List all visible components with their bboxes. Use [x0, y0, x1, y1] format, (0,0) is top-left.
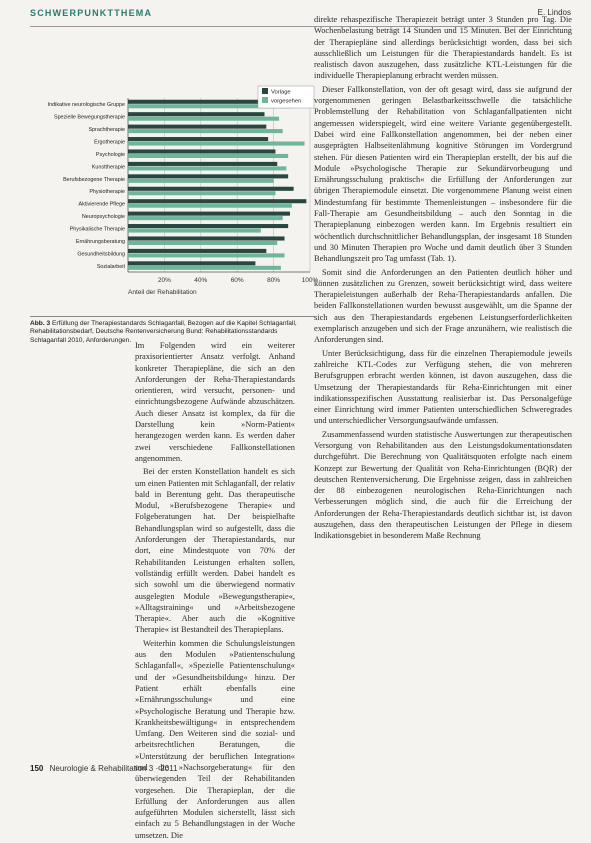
bar: [128, 142, 305, 146]
bar: [128, 253, 285, 257]
page-footer: [30, 764, 178, 773]
category-label: Physiotherapie: [89, 189, 125, 196]
category-label: Gesundheitsbildung: [77, 251, 125, 258]
bar: [128, 266, 281, 270]
category-label: Kunsttherapie: [91, 164, 125, 171]
right-column: [314, 14, 572, 544]
bar: [128, 125, 266, 129]
bar: [128, 261, 255, 265]
paragraph: Bei der ersten Konstellation handelt es sich um einen Patienten mit Schlaganfall, der relativ bald in Berentung geht. Das therapeutische Modul, »Berufsbezogene Therapie« und Folgeberatungen hat. Der beispielhafte Behandlungsplan wird so aufgestellt, dass die Anforderungen der Therapiestandards, nur dort, eine Mindestquote von 70% der Rehabilitanden Leistungen erhalten sollen, vollständig erfüllt werden. Dabei handelt es sich sowohl um die überwiegend normativ ausgelegten Module »Bewegungstherapie«, »Alltagstraining« und »Arbeitsbezogene Therapie«. Aber auch die »Kognitive Therapie« ist Bestandteil des Therapieplans.: [135, 467, 295, 635]
author-name: E. Lindos: [537, 8, 571, 17]
x-axis-label: Anteil der Rehabilitation: [128, 289, 197, 296]
bar: [128, 229, 261, 233]
x-tick-label: 60%: [230, 277, 244, 284]
x-tick-label: 40%: [194, 277, 208, 284]
paragraph: Weiterhin kommen die Schulungsleistungen aus den Modulen »Patientenschulung Schlaganfall«, »Spezielle Patientenschulung« und der »Gesundheitsbildung« hinzu. Der Patient erhält ebenfalls eine »Ernährungsschulung« und eine »Psychologische Beratung und Therapie bzw. Krankheitsbewältigung« in entsprechendem Umfang. Den Weiteren sind die sozial- und arbeitsrechtlichen Beratungen, die »Unterstützung der beruflichen Integration« und die »Nachsorgeberatung« für den überwiegenden Teil der Rehabilitanden vorgesehen. Die Therapieplan, der die Erfüllung der Anforderungen aus allen aufgeführten Modulen sicherstellt, lässt sich einfach zu 5 Behandlungstagen in der Woche umsetzen. Die: [135, 638, 295, 840]
caption-label: Abb. 3: [30, 320, 51, 327]
caption-rule: [30, 316, 315, 317]
bar: [128, 112, 265, 116]
paragraph: Unter Berücksichtigung, dass für die einzelnen Therapiemodule jeweils zahlreiche KTL-Codes zur Verfügung stehen, die von mehreren Berufsgruppen erbracht werden können, ist davon auszugehen, dass die Umsetzung der Therapiestandards für Reha-Einrichtungen mit einer indikationsspezifischen Ausstattung realisierbar ist. Das Personalgefüge einer Einrichtung wird immer Patienten unterschiedlichen Schweregrades und unterschiedlicher Versorgungsaufwände umfassen.: [314, 348, 572, 426]
legend-swatch: [262, 97, 268, 103]
x-tick-label: 20%: [157, 277, 171, 284]
x-tick-label: 80%: [267, 277, 281, 284]
category-label: Aktivierende Pflege: [78, 201, 125, 208]
bar-chart-svg: [30, 82, 320, 318]
bar: [128, 216, 283, 220]
page-number: 150: [30, 764, 44, 773]
bar: [128, 137, 268, 141]
category-label: Berufsbezogene Therapie: [63, 176, 125, 183]
bar: [128, 199, 306, 203]
journal-name: Neurologie & Rehabilitation 3 · 2011: [49, 764, 178, 773]
bar: [128, 249, 266, 253]
category-label: Neuropsychologie: [81, 214, 125, 221]
bar: [128, 236, 285, 240]
bar: [128, 162, 277, 166]
paragraph: Im Folgenden wird ein weiterer praxisorientierter Ansatz verfolgt. Anhand konkreter Therapiepläne, die sich an den Anforderungen der Reha-Therapiestandards orientieren, wird versucht, personen- und einrichtungsbezogene Aufwände abzuschätzen. Auch dieser Ansatz ist komplex, da für die Darstellung kein »Norm-Patient« herangezogen werden kann. Es werden daher zwei verschiedene Fallkonstellationen angenommen.: [135, 341, 295, 463]
bar: [128, 129, 283, 133]
category-label: Ergotherapie: [94, 139, 125, 146]
bar: [128, 191, 275, 195]
bar: [128, 224, 288, 228]
bar: [128, 179, 274, 183]
bar: [128, 204, 292, 208]
bar: [128, 212, 290, 216]
category-label: Sozialarbeit: [96, 263, 125, 270]
bar: [128, 149, 275, 153]
caption-text: Erfüllung der Therapiestandards Schlaganfall, Bezogen auf die Kapitel Schlaganfall, Rehabilitationsbedarf, Deutsche Rentenversicherung Bund: Rehabilitationsstandards Schlaganfall 2010, Anforderungen.: [30, 320, 297, 344]
legend-swatch: [262, 88, 268, 94]
category-label: Indikative neurologische Gruppe: [47, 102, 125, 109]
category-label: Physikalische Therapie: [69, 226, 125, 233]
bar: [128, 117, 279, 121]
paragraph: Somit sind die Anforderungen an den Patienten deutlich höher und können zusätzlichen zu Grenzen, soweit berücksichtigt wird, dass weitere Therapieleistungen außerhalb der Reha-Therapiestandards anfallen. Die beiden Fallkonstellationen wurden bewusst ausgewählt, um die Spanne der sich aus den Therapiestandards ergebenen Leistungserforderlichkeiten exemplarisch anzugeben und sich der Frage anzunähern, wie realistisch die Anforderungen sind.: [314, 267, 572, 345]
x-tick-label: 100%: [301, 277, 319, 284]
bar-chart: [30, 82, 320, 318]
section-label: SCHWERPUNKTTHEMA: [30, 8, 153, 18]
paragraph: Zusammenfassend wurden statistische Auswertungen zur therapeutischen Versorgung von Rehabilitanden aus den Leistungsdokumentationsdaten durchgeführt. Die Berechnung von Qualitätsquoten erfolgte nach einem Konzept zur Bewertung der Qualität von Reha-Einrichtungen (BQR) der deutschen Rentenversicherung. Die Ergebnisse zeigen, dass in zahlreichen der 88 einbezogenen neurologischen Reha-Einrichtungen nach Verbesserungen möglich sind, die auch für die Erreichung der Anforderungen der Reha-Therapiestandards deutlich sichtbar ist, ist davon auszugehen, dass den therapeutischen Leistungen der Pflege in diesem Indikationsgebiet in besonderem Maße Rechnung: [314, 429, 572, 541]
bar: [128, 187, 294, 191]
paragraph: Dieser Fallkonstellation, von der oft gesagt wird, dass sie aufgrund der vorgenommenen geringen Belastbarkeitsschwelle die tatsächliche Problemstellung der Rehabilitation von Schlaganfallpatienten nicht angemessen widerspiegelt, wird eine weitere Variante gegenübergestellt. Dabei wird eine Fallkonstellation angenommen, bei der neben einer ausgeprägten Halbseitenlähmung kognitive Störungen im Vordergrund stehen. Für diesen Patienten wird ein Therapieplan erstellt, der bis auf die Module »Psychologische Therapie zur Sekundärvorbeugung und Ernährungsschulung praktisch« die Erfüllung der Anforderungen zur übrigen Therapiemodule einsetzt. Die vorgenommene Planung weist einen Mindestumfang für bestimmte Themenleistungen – insbesondere für die Fall-Therapie am Gesundheitsbildung – auch den Sonntag in die Therapieplanung einbezogen werden kann. Im Ergebnis resultiert ein wöchentlich durchschnittlicher Behandlungsplan, der insgesamt 18 Stunden und 30 Minuten Therapien pro Woche und damit deutlich über 3 Stunden Behandlungszeit pro Tag umfasst (Tab. 1).: [314, 84, 572, 264]
legend-label: vorgesehen: [271, 98, 302, 105]
paragraph: direkte rehaspezifische Therapiezeit beträgt unter 3 Stunden pro Tag. Die Wochenbelastung beträgt 14 Stunden und 15 Minuten. Bei der Einrichtung der Therapiepläne sind allerdings berücksichtigt worden, dass bei sich ausschließlich um Leistungen für die Therapiestandards handelt. Es ist realistisch davon auszugehen, dass zusätzliche KTL-Leistungen für die individuelle Therapieplanung erbracht werden müssen.: [314, 15, 572, 81]
bar: [128, 241, 277, 245]
category-label: Sprachtherapie: [88, 127, 125, 134]
category-label: Psychologie: [95, 151, 125, 158]
legend-label: Vorlage: [271, 89, 291, 96]
category-label: Spezielle Bewegungstherapie: [53, 114, 125, 121]
bar: [128, 174, 288, 178]
bar: [128, 166, 286, 170]
category-label: Ernährungsberatung: [75, 238, 125, 245]
bar: [128, 154, 288, 158]
